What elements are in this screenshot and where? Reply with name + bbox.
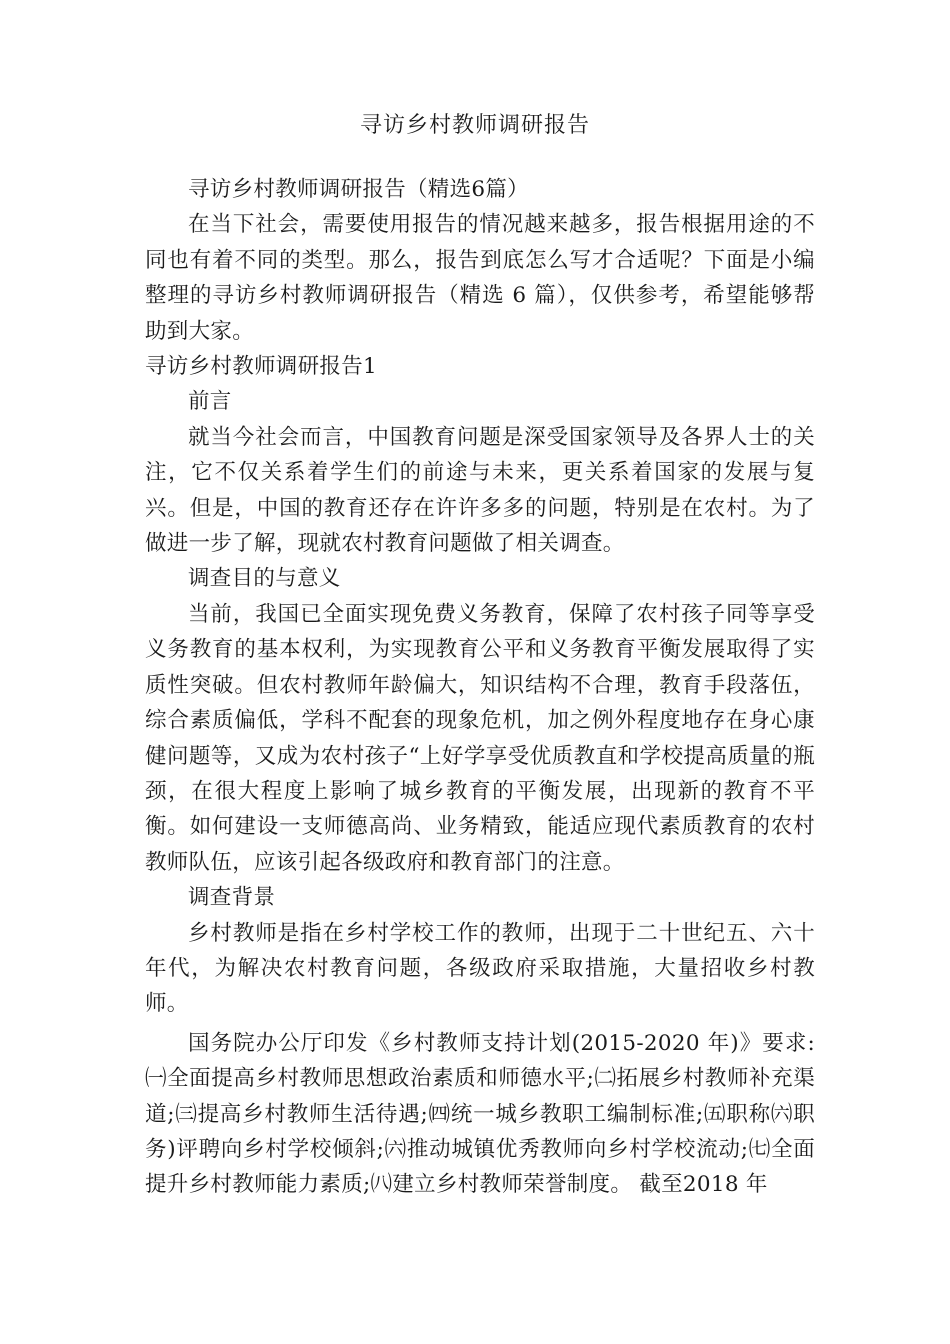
preface-paragraph: 就当今社会而言，中国教育问题是深受国家领导及各界人士的关注，它不仅关系着学生们的前途与未来，更关系着国家的发展与复兴。但是，中国的教育还存在许许多多的问题，特别是在农村。为了做进一步了解，现就农村教育问题做了相关调查。 [145, 424, 815, 557]
heading-purpose: 调查目的与意义 [188, 566, 341, 592]
heading-preface: 前言 [188, 389, 232, 415]
intro-paragraph: 在当下社会，需要使用报告的情况越来越多，报告根据用途的不同也有着不同的类型。那么，报告到底怎么写才合适呢？下面是小编整理的寻访乡村教师调研报告（精选 6 篇），仅供参考，希望能够帮助到大家。 [145, 212, 815, 344]
heading-background: 调查背景 [188, 885, 276, 911]
document-title: 寻访乡村教师调研报告 [359, 113, 590, 138]
background-paragraph: 乡村教师是指在乡村学校工作的教师，出现于二十世纪五、六十年代，为解决农村教育问题，各级政府采取措施，大量招收乡村教师。 [145, 920, 815, 1017]
subtitle-paragraph: 寻访乡村教师调研报告（精选6篇） [188, 177, 529, 202]
section-heading-report-1: 寻访乡村教师调研报告1 [145, 354, 377, 380]
document-body [145, 172, 815, 1203]
policy-paragraph: 国务院办公厅印发《乡村教师支持计划(2015-2020 年)》要求:㈠全面提高乡村教师思想政治素质和师德水平;㈡拓展乡村教师补充渠道;㈢提高乡村教师生活待遇;㈣统一城乡教职工编制标准;㈤职称㈥职务)评聘向乡村学校倾斜;㈥推动城镇优秀教师向乡村学校流动;㈦全面提升乡村教师能力素质;㈧建立乡村教师荣誉制度。 截至2018 年 [145, 1030, 815, 1198]
purpose-paragraph: 当前，我国已全面实现免费义务教育，保障了农村孩子同等享受义务教育的基本权利，为实现教育公平和义务教育平衡发展取得了实质性突破。但农村教师年龄偏大，知识结构不合理，教育手段落伍，综合素质偏低，学科不配套的现象危机，加之例外程度地存在身心康健问题等，又成为农村孩子“上好学享受优质教直和学校提高质量的瓶颈，在很大程度上影响了城乡教育的平衡发展，出现新的教育不平衡。如何建设一支师德高尚、业务精致，能适应现代素质教育的农村教师队伍，应该引起各级政府和教育部门的注意。 [145, 601, 815, 875]
